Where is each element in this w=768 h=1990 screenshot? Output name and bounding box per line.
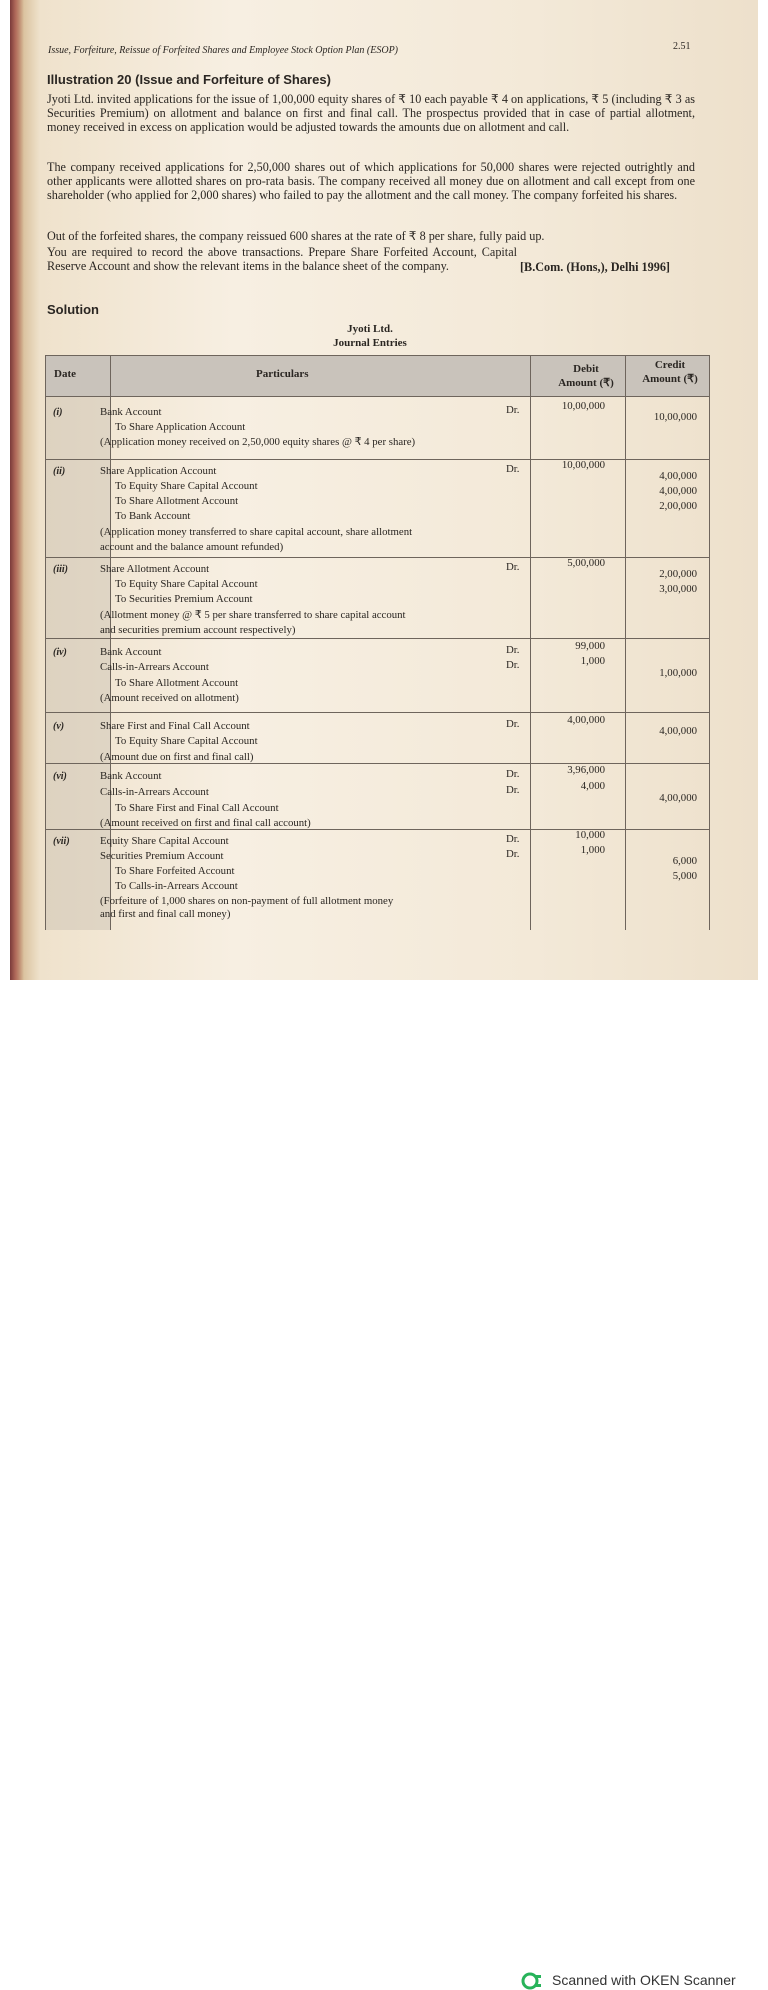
- header-credit-line-2: Amount (₹): [642, 373, 698, 385]
- company-name: Jyoti Ltd.: [347, 323, 393, 335]
- row-divider: [45, 829, 710, 830]
- debit-amount: 4,00,000: [567, 714, 605, 726]
- row-divider: [45, 459, 710, 460]
- particulars-line: To Share Application Account: [115, 421, 246, 433]
- dr-marker: Dr.: [506, 848, 520, 860]
- debit-amount: 10,000: [575, 829, 605, 841]
- particulars-line: Share Allotment Account: [100, 563, 210, 575]
- entry-date: (vii): [53, 836, 70, 847]
- dr-marker: Dr.: [506, 718, 520, 730]
- scanner-footer: [0, 980, 768, 1988]
- header-debit-line-2: Amount (₹): [558, 377, 614, 389]
- particulars-line: (Amount received on first and final call account): [100, 817, 311, 829]
- particulars-line: (Application money transferred to share capital account, share allotment: [100, 526, 413, 538]
- dr-marker: Dr.: [506, 644, 520, 656]
- oken-scanner-logo-icon: [521, 1972, 543, 1990]
- particulars-line: To Share Forfeited Account: [115, 865, 235, 877]
- credit-amount: 6,000: [672, 855, 697, 867]
- illustration-para-2: The company received applications for 2,50,000 shares out of which applications for 50,000 shares were rejected outrightly and other applicants were allotted shares on pro-rata basis. The company received all money due on allotment and call except from one shareholder (who applied for 2,000 shares) who failed to pay the allotment and the call money. The company forfeited his shares.: [47, 160, 695, 202]
- dr-marker: Dr.: [506, 768, 520, 780]
- dr-marker: Dr.: [506, 659, 520, 671]
- header-particulars: Particulars: [256, 368, 309, 380]
- header-credit-line-1: Credit: [654, 359, 686, 371]
- solution-title: Solution: [47, 302, 99, 317]
- particulars-line: (Allotment money @ ₹ 5 per share transferred to share capital account: [100, 609, 406, 621]
- particulars-line: Share Application Account: [100, 465, 217, 477]
- credit-amount: 2,00,000: [659, 500, 697, 512]
- debit-amount: 3,96,000: [567, 764, 605, 776]
- credit-amount: 3,00,000: [659, 583, 697, 595]
- header-debit-line-1: Debit: [573, 363, 599, 375]
- dr-marker: Dr.: [506, 463, 520, 475]
- particulars-line: account and the balance amount refunded): [100, 541, 284, 553]
- particulars-line: (Application money received on 2,50,000 equity shares @ ₹ 4 per share): [100, 436, 416, 448]
- scanned-page: [10, 0, 758, 980]
- dr-marker: Dr.: [506, 404, 520, 416]
- debit-amount: 1,000: [580, 655, 605, 667]
- scanner-watermark-text: Scanned with OKEN Scanner: [552, 1972, 736, 1988]
- page-edge-shadow: [10, 0, 24, 980]
- table-border-left: [45, 355, 46, 930]
- particulars-line: To Securities Premium Account: [115, 593, 253, 605]
- row-divider: [45, 712, 710, 713]
- particulars-line: (Amount due on first and final call): [100, 751, 254, 763]
- header-date: Date: [54, 368, 76, 380]
- particulars-line: To Share Allotment Account: [115, 677, 239, 689]
- row-divider: [45, 638, 710, 639]
- debit-amount: 1,000: [580, 844, 605, 856]
- credit-amount: 4,00,000: [659, 725, 697, 737]
- particulars-line: Securities Premium Account: [100, 850, 224, 862]
- dr-marker: Dr.: [506, 561, 520, 573]
- row-divider: [45, 557, 710, 558]
- illustration-title: Illustration 20 (Issue and Forfeiture of Shares): [47, 72, 331, 87]
- particulars-line: To Bank Account: [115, 510, 191, 522]
- credit-amount: 2,00,000: [659, 568, 697, 580]
- dr-marker: Dr.: [506, 784, 520, 796]
- debit-amount: 10,00,000: [561, 459, 605, 471]
- header-debit: [542, 362, 630, 390]
- particulars-line: (Forfeiture of 1,000 shares on non-payment of full allotment money: [100, 895, 394, 907]
- debit-amount: 99,000: [575, 640, 605, 652]
- entry-date: (iii): [53, 564, 68, 575]
- debit-column-divider: [625, 355, 626, 930]
- particulars-line: Calls-in-Arrears Account: [100, 786, 209, 798]
- debit-amount: 10,00,000: [561, 400, 605, 412]
- illustration-para-3: Out of the forfeited shares, the company reissued 600 shares at the rate of ₹ 8 per share, fully paid up.: [47, 229, 545, 243]
- debit-amount: 5,00,000: [567, 557, 605, 569]
- debit-amount: 4,000: [580, 780, 605, 792]
- page-number: 2.51: [673, 41, 691, 52]
- illustration-para-1: Jyoti Ltd. invited applications for the issue of 1,00,000 equity shares of ₹ 10 each payable ₹ 4 on applications, ₹ 5 (including ₹ 3 as Securities Premium) on allotment and balance on first and final call. The prospectus provided that in case of partial allotment, money received in excess on application would be adjusted towards the amounts due on allotment and call.: [47, 92, 695, 134]
- row-divider: [45, 763, 710, 764]
- source-citation: [B.Com. (Hons,), Delhi 1996]: [520, 260, 670, 274]
- particulars-line: To Equity Share Capital Account: [115, 578, 258, 590]
- particulars-line: Bank Account: [100, 406, 162, 418]
- illustration-para-4: You are required to record the above transactions. Prepare Share Forfeited Account, Capital Reserve Account and show the relevant items in the balance sheet of the company.: [47, 245, 517, 273]
- entry-date: (iv): [53, 647, 67, 658]
- credit-amount: 4,00,000: [659, 485, 697, 497]
- credit-amount: 5,000: [672, 870, 697, 882]
- credit-amount: 1,00,000: [659, 667, 697, 679]
- credit-amount: 4,00,000: [659, 792, 697, 804]
- particulars-line: To Share First and Final Call Account: [115, 802, 279, 814]
- entry-date: (vi): [53, 771, 67, 782]
- particulars-line: Calls-in-Arrears Account: [100, 661, 209, 673]
- particulars-line: Share First and Final Call Account: [100, 720, 250, 732]
- particulars-line: (Amount received on allotment): [100, 692, 239, 704]
- particulars-line: Equity Share Capital Account: [100, 835, 229, 847]
- journal-title: Journal Entries: [333, 337, 407, 349]
- table-header: [45, 355, 710, 397]
- header-credit: [628, 358, 712, 386]
- entry-date: (v): [53, 721, 65, 732]
- entry-date: (i): [53, 407, 63, 418]
- credit-amount: 10,00,000: [653, 411, 697, 423]
- particulars-line: To Equity Share Capital Account: [115, 480, 258, 492]
- particulars-line: and securities premium account respectively): [100, 624, 296, 636]
- dr-marker: Dr.: [506, 833, 520, 845]
- credit-amount: 4,00,000: [659, 470, 697, 482]
- particulars-line: Bank Account: [100, 646, 162, 658]
- running-head: Issue, Forfeiture, Reissue of Forfeited Shares and Employee Stock Option Plan (ESOP): [48, 45, 399, 56]
- particulars-line: To Share Allotment Account: [115, 495, 239, 507]
- table-border-right: [709, 355, 710, 930]
- particulars-line: To Calls-in-Arrears Account: [115, 880, 238, 892]
- journal-entries-table: [45, 355, 710, 930]
- particulars-line: Bank Account: [100, 770, 162, 782]
- particulars-column-divider: [530, 355, 531, 930]
- particulars-line: To Equity Share Capital Account: [115, 735, 258, 747]
- entry-date: (ii): [53, 466, 66, 477]
- particulars-line: and first and final call money): [100, 908, 231, 920]
